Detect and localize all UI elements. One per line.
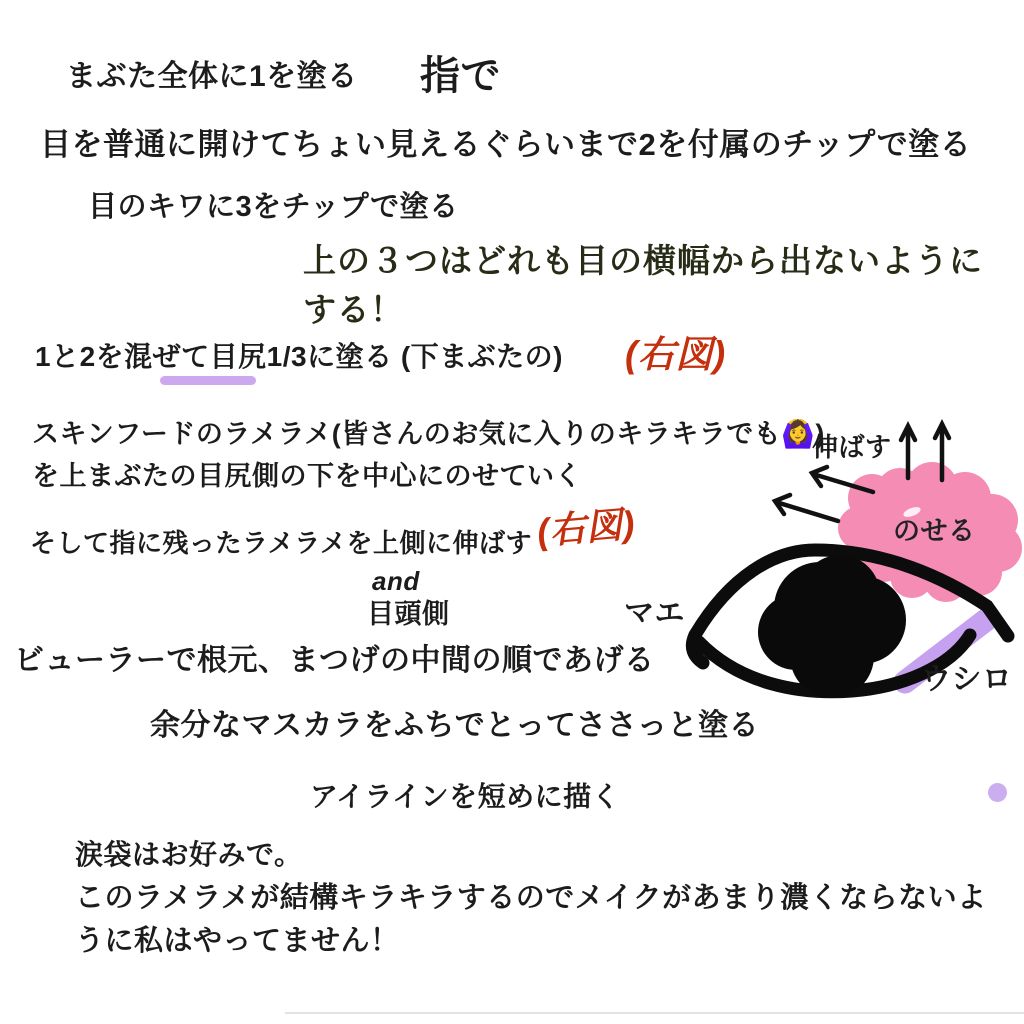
step6-figure-ref: (右図) <box>535 502 637 553</box>
step5-text-line1: スキンフードのラメラメ(皆さんのお気に入りのキラキラでも🙆‍♀️) <box>32 419 825 449</box>
stray-purple-dot <box>988 783 1007 802</box>
step1-tool-text: 指で <box>420 54 501 98</box>
step9-text: アイラインを短めに描く <box>310 781 621 812</box>
step4-figure-ref: (右図) <box>625 334 726 375</box>
step5-text-line2: を上まぶたの目尻側の下を中心にのせていく <box>32 461 582 491</box>
step6-text: そして指に残ったラメラメを上側に伸ばす <box>30 528 532 558</box>
step8-text: 余分なマスカラをふちでとってささっと塗る <box>150 709 760 742</box>
warning-text-line1: 上の３つはどれも目の横幅から出ないように <box>303 242 983 279</box>
step10-text: 涙袋はお好みで。 <box>75 839 303 870</box>
step2-text: 目を普通に開けてちょい見えるぐらいまで2を付属のチップで塗る <box>40 127 972 162</box>
closing-text-line1: このラメラメが結構キラキラするのでメイクがあまり濃くならないよ <box>75 882 987 914</box>
front-label: マエ <box>624 597 685 630</box>
step6-and-text: and <box>372 566 420 596</box>
bottom-faint-line <box>285 1012 1024 1014</box>
warning-text-line2: する！ <box>303 291 404 328</box>
underline-highlight <box>160 376 256 385</box>
stretch-label: 伸ばす <box>812 432 892 462</box>
step6-inner-side-text: 目頭側 <box>367 599 450 629</box>
step1-text: まぶた全体に1を塗る <box>66 60 358 93</box>
step3-text: 目のキワに3をチップで塗る <box>88 191 459 223</box>
step4-text: 1と2を混ぜて目尻1/3に塗る (下まぶたの) <box>35 341 563 372</box>
apply-label: のせる <box>893 516 976 546</box>
closing-text-line2: うに私はやってません！ <box>75 925 400 957</box>
back-label: ウシロ <box>921 663 1013 696</box>
step7-text: ビューラーで根元、まつげの中間の順であげる <box>14 644 655 677</box>
